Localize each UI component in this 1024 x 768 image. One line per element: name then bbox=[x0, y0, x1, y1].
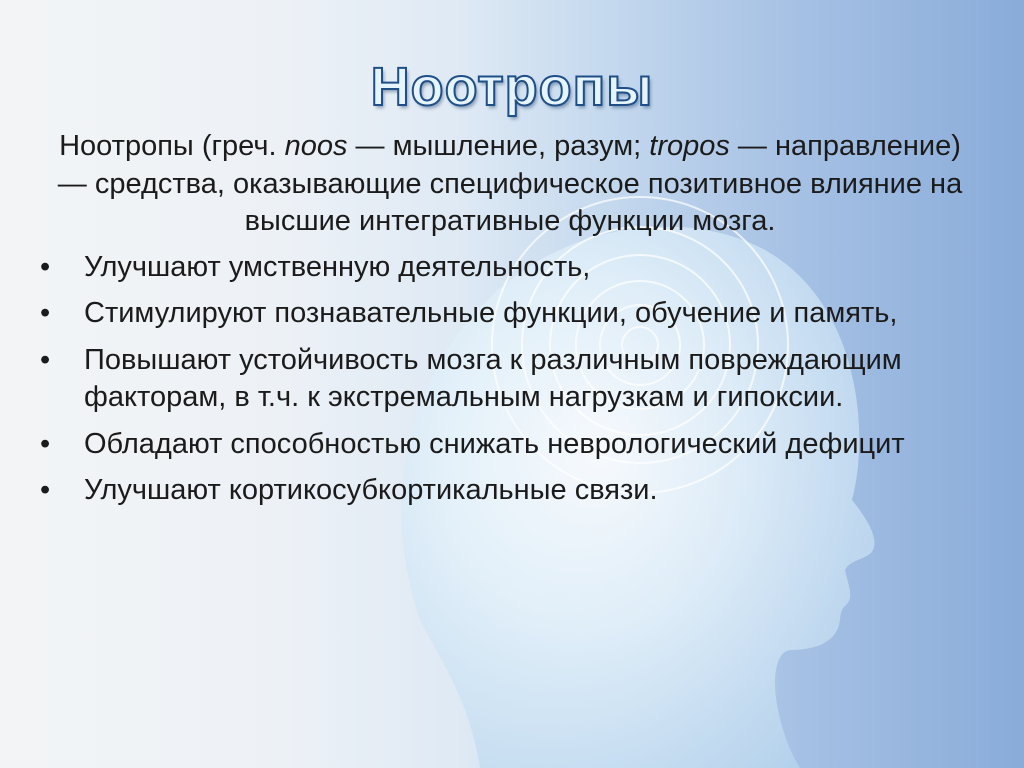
bullet-text: Улучшают умственную деятельность, bbox=[84, 250, 591, 283]
bullet-icon: • bbox=[40, 474, 51, 506]
intro-text-3: — направление) — средства, оказывающие специфическое позитивное влияние на высшие интегративные функции мозга. bbox=[57, 130, 963, 237]
bullet-item bbox=[40, 426, 980, 464]
slide-title: Ноотропы bbox=[370, 57, 654, 117]
intro-term-noos: noos bbox=[284, 130, 348, 162]
bullet-text: Обладают способностью снижать неврологический дефицит bbox=[84, 427, 905, 460]
bullet-text: Стимулируют познавательные функции, обучение и память, bbox=[84, 297, 898, 329]
slide-content bbox=[40, 128, 980, 519]
intro-paragraph bbox=[40, 128, 980, 241]
intro-term-tropos: tropos bbox=[649, 130, 730, 162]
intro-text-1: Ноотропы (греч. bbox=[59, 130, 285, 162]
bullet-icon: • bbox=[40, 250, 51, 283]
bullet-item bbox=[40, 472, 980, 510]
bullet-icon: • bbox=[40, 427, 51, 460]
bullet-list bbox=[40, 249, 980, 510]
intro-text-2: — мышление, разум; bbox=[347, 130, 650, 162]
bullet-text: Повышают устойчивость мозга к различным повреждающим факторам, в т.ч. к экстремальным нагрузкам и гипоксии. bbox=[84, 343, 902, 413]
bullet-item bbox=[40, 249, 980, 287]
bullet-item bbox=[40, 342, 980, 417]
bullet-icon: • bbox=[40, 297, 51, 329]
bullet-text: Улучшают кортикосубкортикальные связи. bbox=[84, 474, 658, 506]
bullet-icon: • bbox=[40, 343, 51, 376]
bullet-item bbox=[40, 295, 980, 333]
